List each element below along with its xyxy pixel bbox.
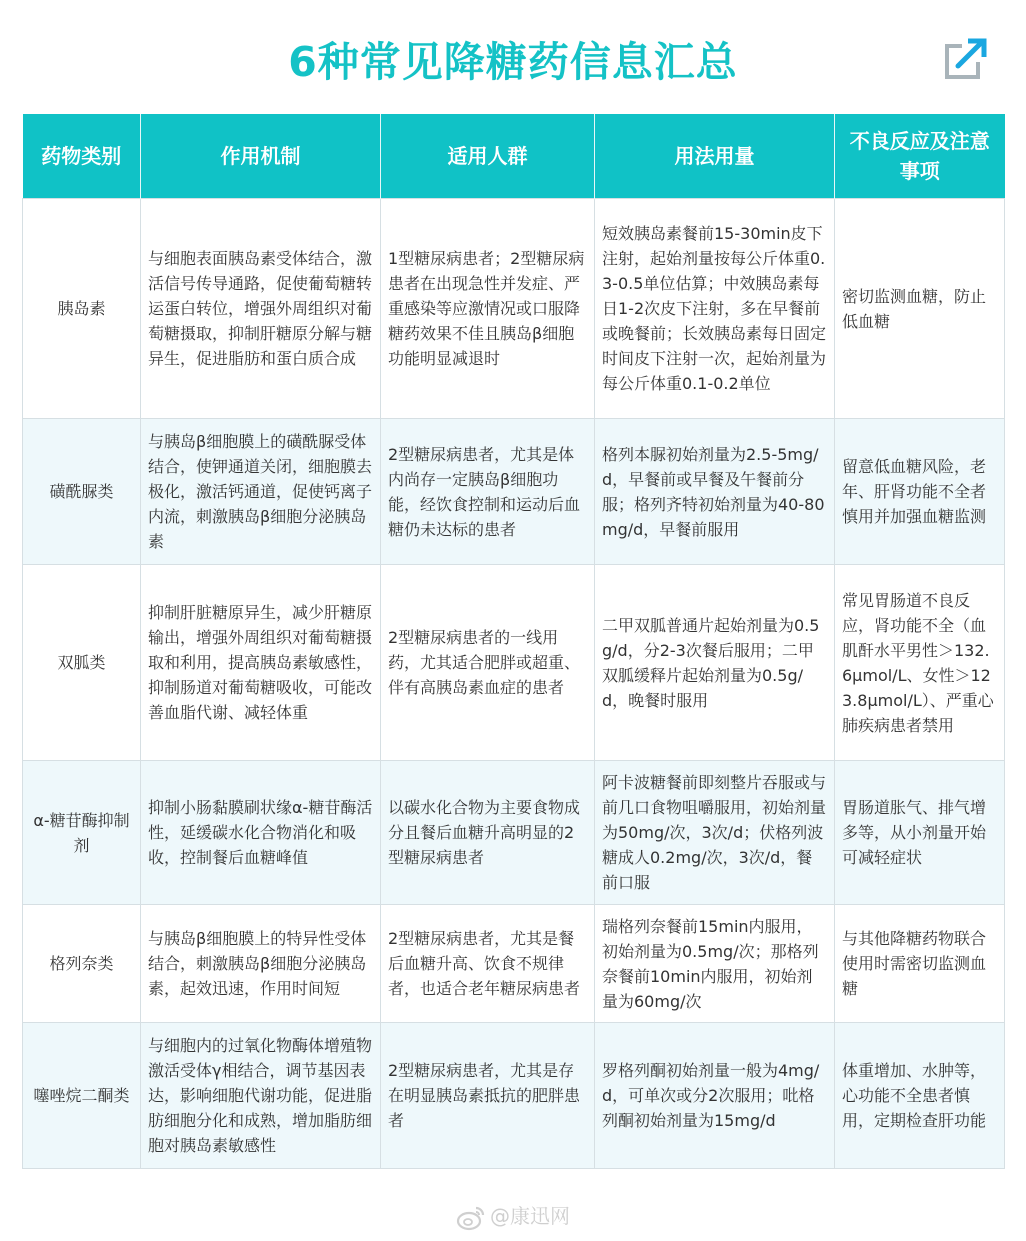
table-row <box>23 565 1005 761</box>
table-row <box>23 1023 1005 1169</box>
watermark <box>0 1198 1026 1234</box>
cell-population: 2型糖尿病患者的一线用药，尤其适合肥胖或超重、伴有高胰岛素血症的患者 <box>381 565 595 761</box>
header-population: 适用人群 <box>381 114 595 199</box>
cell-category: 磺酰脲类 <box>23 419 141 565</box>
cell-category: 格列奈类 <box>23 905 141 1023</box>
drug-info-table <box>22 114 1005 1169</box>
cell-category: 噻唑烷二酮类 <box>23 1023 141 1169</box>
cell-adverse: 留意低血糖风险，老年、肝肾功能不全者慎用并加强血糖监测 <box>835 419 1005 565</box>
cell-population: 2型糖尿病患者，尤其是存在明显胰岛素抵抗的肥胖患者 <box>381 1023 595 1169</box>
cell-mechanism: 与胰岛β细胞膜上的磺酰脲受体结合，使钾通道关闭，细胞膜去极化，激活钙通道，促使钙离子内流，刺激胰岛β细胞分泌胰岛素 <box>141 419 381 565</box>
cell-population: 以碳水化合物为主要食物成分且餐后血糖升高明显的2型糖尿病患者 <box>381 761 595 905</box>
share-external-icon[interactable] <box>942 38 988 82</box>
cell-population: 1型糖尿病患者；2型糖尿病患者在出现急性并发症、严重感染等应激情况或口服降糖药效果不佳且胰岛β细胞功能明显减退时 <box>381 199 595 419</box>
cell-dosage: 阿卡波糖餐前即刻整片吞服或与前几口食物咀嚼服用，初始剂量为50mg/次，3次/d；伏格列波糖成人0.2mg/次，3次/d，餐前口服 <box>595 761 835 905</box>
cell-category: 胰岛素 <box>23 199 141 419</box>
table-header-row <box>23 114 1005 199</box>
cell-mechanism: 抑制小肠黏膜刷状缘α-糖苷酶活性，延缓碳水化合物消化和吸收，控制餐后血糖峰值 <box>141 761 381 905</box>
cell-category: 双胍类 <box>23 565 141 761</box>
cell-mechanism: 与细胞表面胰岛素受体结合，激活信号传导通路，促使葡萄糖转运蛋白转位，增强外周组织对葡萄糖摄取，抑制肝糖原分解与糖异生，促进脂肪和蛋白质合成 <box>141 199 381 419</box>
cell-dosage: 二甲双胍普通片起始剂量为0.5g/d，分2-3次餐后服用；二甲双胍缓释片起始剂量为0.5g/d，晚餐时服用 <box>595 565 835 761</box>
cell-adverse: 与其他降糖药物联合使用时需密切监测血糖 <box>835 905 1005 1023</box>
table-row <box>23 761 1005 905</box>
table-row <box>23 419 1005 565</box>
cell-dosage: 短效胰岛素餐前15-30min皮下注射，起始剂量按每公斤体重0.3-0.5单位估算；中效胰岛素每日1-2次皮下注射，多在早餐前或晚餐前；长效胰岛素每日固定时间皮下注射一次，起始剂量为每公斤体重0.1-0.2单位 <box>595 199 835 419</box>
cell-dosage: 罗格列酮初始剂量一般为4mg/d，可单次或分2次服用；吡格列酮初始剂量为15mg/d <box>595 1023 835 1169</box>
table-row <box>23 199 1005 419</box>
cell-adverse: 胃肠道胀气、排气增多等，从小剂量开始可减轻症状 <box>835 761 1005 905</box>
cell-adverse: 密切监测血糖，防止低血糖 <box>835 199 1005 419</box>
cell-dosage: 格列本脲初始剂量为2.5-5mg/d，早餐前或早餐及午餐前分服；格列齐特初始剂量为40-80mg/d，早餐前服用 <box>595 419 835 565</box>
cell-population: 2型糖尿病患者，尤其是餐后血糖升高、饮食不规律者，也适合老年糖尿病患者 <box>381 905 595 1023</box>
weibo-logo-icon <box>456 1205 486 1231</box>
cell-category: α-糖苷酶抑制剂 <box>23 761 141 905</box>
cell-mechanism: 与细胞内的过氧化物酶体增殖物激活受体γ相结合，调节基因表达，影响细胞代谢功能，促进脂肪细胞分化和成熟，增加脂肪细胞对胰岛素敏感性 <box>141 1023 381 1169</box>
cell-dosage: 瑞格列奈餐前15min内服用，初始剂量为0.5mg/次；那格列奈餐前10min内服用，初始剂量为60mg/次 <box>595 905 835 1023</box>
cell-adverse: 体重增加、水肿等，心功能不全患者慎用，定期检查肝功能 <box>835 1023 1005 1169</box>
page-title: 6种常见降糖药信息汇总 <box>288 38 738 86</box>
header-dosage: 用法用量 <box>595 114 835 199</box>
header-category: 药物类别 <box>23 114 141 199</box>
table-row <box>23 905 1005 1023</box>
cell-mechanism: 抑制肝脏糖原异生，减少肝糖原输出，增强外周组织对葡萄糖摄取和利用，提高胰岛素敏感性，抑制肠道对葡萄糖吸收，可能改善血脂代谢、减轻体重 <box>141 565 381 761</box>
header-adverse: 不良反应及注意事项 <box>835 114 1005 199</box>
cell-mechanism: 与胰岛β细胞膜上的特异性受体结合，刺激胰岛β细胞分泌胰岛素，起效迅速，作用时间短 <box>141 905 381 1023</box>
cell-adverse: 常见胃肠道不良反应，肾功能不全（血肌酐水平男性＞132.6μmol/L、女性＞123.8μmol/L）、严重心肺疾病患者禁用 <box>835 565 1005 761</box>
cell-population: 2型糖尿病患者，尤其是体内尚存一定胰岛β细胞功能，经饮食控制和运动后血糖仍未达标的患者 <box>381 419 595 565</box>
watermark-text: @康迅网 <box>490 1204 570 1228</box>
header-mechanism: 作用机制 <box>141 114 381 199</box>
